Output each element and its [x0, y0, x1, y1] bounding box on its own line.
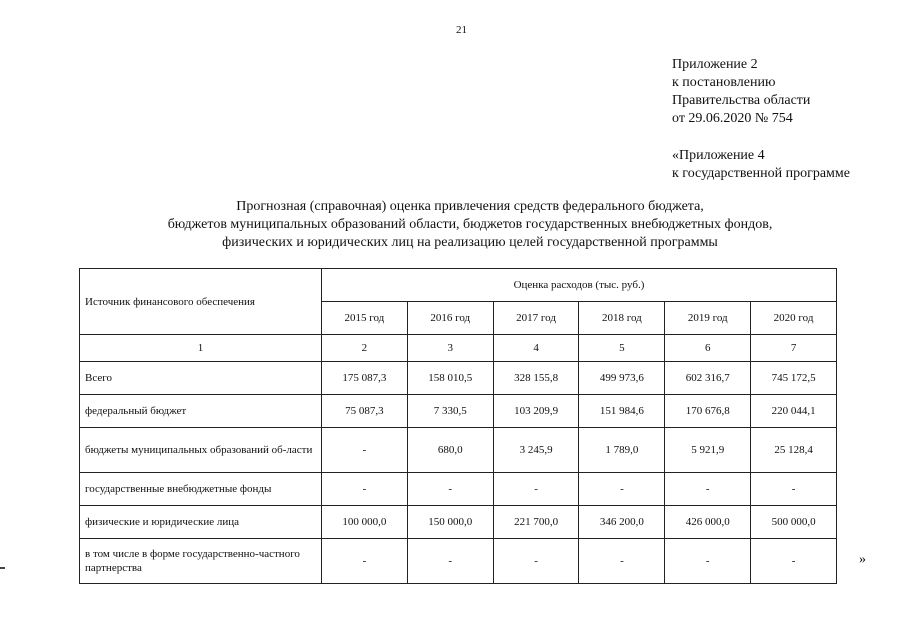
scan-edge-mark — [0, 567, 5, 569]
table-cell: - — [407, 473, 493, 506]
table-cell: 426 000,0 — [665, 506, 751, 539]
table-row-public-private — [80, 539, 837, 584]
table-cell: 220 044,1 — [751, 395, 837, 428]
table-cell: - — [579, 539, 665, 584]
year-header: 2020 год — [751, 302, 837, 335]
estimate-header: Оценка расходов (тыс. руб.) — [322, 269, 837, 302]
table-cell: 346 200,0 — [579, 506, 665, 539]
appendix-line: Правительства области — [672, 93, 811, 108]
subappendix-reference — [672, 147, 850, 183]
table-cell: 7 330,5 — [407, 395, 493, 428]
table-cell: 103 209,9 — [493, 395, 579, 428]
table-cell: 499 973,6 — [579, 362, 665, 395]
column-number: 7 — [751, 335, 837, 362]
appendix-line: Приложение 2 — [672, 57, 758, 72]
table-cell: 75 087,3 — [322, 395, 408, 428]
table-cell: - — [322, 473, 408, 506]
table-cell: 680,0 — [407, 428, 493, 473]
table-cell: 221 700,0 — [493, 506, 579, 539]
table-cell: 25 128,4 — [751, 428, 837, 473]
column-number: 2 — [322, 335, 408, 362]
table-cell: 158 010,5 — [407, 362, 493, 395]
table-row-municipal — [80, 428, 837, 473]
table-cell: 328 155,8 — [493, 362, 579, 395]
page-number: 21 — [456, 24, 467, 36]
appendix-reference — [672, 56, 810, 128]
year-header: 2016 год — [407, 302, 493, 335]
table-cell: - — [322, 539, 408, 584]
closing-quote: » — [859, 552, 866, 567]
table-cell: 150 000,0 — [407, 506, 493, 539]
column-number-row — [80, 335, 837, 362]
column-number: 5 — [579, 335, 665, 362]
subappendix-line: к государственной программе — [672, 166, 850, 181]
table-header-row — [80, 269, 837, 302]
title-line: бюджетов муниципальных образований области, бюджетов государственных внебюджетных фондов, — [167, 217, 773, 232]
year-header: 2015 год — [322, 302, 408, 335]
table-cell: 3 245,9 — [493, 428, 579, 473]
table-cell: 5 921,9 — [665, 428, 751, 473]
appendix-line: от 29.06.2020 № 754 — [672, 111, 793, 126]
subappendix-line: «Приложение 4 — [672, 148, 765, 163]
title-line: физических и юридических лиц на реализацию целей государственной программы — [222, 235, 718, 250]
table-cell: - — [579, 473, 665, 506]
row-label: Всего — [80, 362, 322, 395]
table-cell: 745 172,5 — [751, 362, 837, 395]
table-cell: 151 984,6 — [579, 395, 665, 428]
table-cell: - — [751, 539, 837, 584]
year-header: 2018 год — [579, 302, 665, 335]
table-cell: 100 000,0 — [322, 506, 408, 539]
table-cell: 1 789,0 — [579, 428, 665, 473]
financing-table — [79, 268, 837, 584]
table-row-total — [80, 362, 837, 395]
table-row-individuals-legal — [80, 506, 837, 539]
row-label: бюджеты муниципальных образований об-ласти — [80, 428, 322, 473]
table-row-federal — [80, 395, 837, 428]
row-label: государственные внебюджетные фонды — [80, 473, 322, 506]
table-row-extrabudgetary — [80, 473, 837, 506]
column-number: 1 — [80, 335, 322, 362]
table-cell: 602 316,7 — [665, 362, 751, 395]
table-cell: 175 087,3 — [322, 362, 408, 395]
column-number: 6 — [665, 335, 751, 362]
year-header: 2017 год — [493, 302, 579, 335]
table-cell: - — [665, 473, 751, 506]
table-cell: - — [493, 473, 579, 506]
column-number: 4 — [493, 335, 579, 362]
source-header: Источник финансового обеспечения — [80, 269, 322, 335]
row-label: физические и юридические лица — [80, 506, 322, 539]
table-cell: - — [665, 539, 751, 584]
document-title — [90, 198, 850, 252]
row-label: федеральный бюджет — [80, 395, 322, 428]
table-cell: - — [493, 539, 579, 584]
column-number: 3 — [407, 335, 493, 362]
table-cell: - — [751, 473, 837, 506]
table-cell: 170 676,8 — [665, 395, 751, 428]
row-label: в том числе в форме государственно-частного партнерства — [80, 539, 322, 584]
table-cell: - — [407, 539, 493, 584]
title-line: Прогнозная (справочная) оценка привлечения средств федерального бюджета, — [236, 199, 704, 214]
table-cell: - — [322, 428, 408, 473]
year-header: 2019 год — [665, 302, 751, 335]
table-cell: 500 000,0 — [751, 506, 837, 539]
appendix-line: к постановлению — [672, 75, 776, 90]
